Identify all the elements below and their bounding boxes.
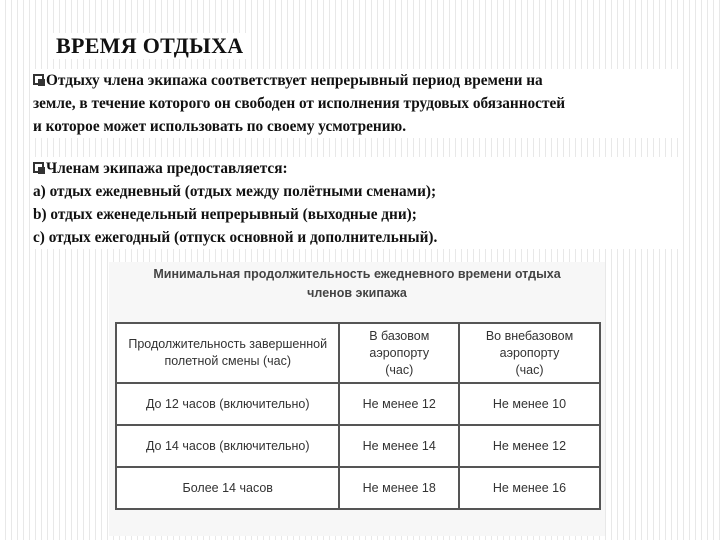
table-cell: Не менее 10 bbox=[459, 383, 600, 425]
table-cell: Не менее 12 bbox=[339, 383, 459, 425]
table-caption bbox=[109, 262, 605, 303]
paragraph-text: Членам экипажа предоставляется: bbox=[46, 160, 288, 177]
paragraph-rest-definition bbox=[33, 69, 683, 138]
table-cell: Не менее 16 bbox=[459, 467, 600, 509]
table-row bbox=[116, 383, 600, 425]
header-line: Продолжительность завершенной bbox=[128, 337, 328, 351]
table-caption-line: Минимальная продолжительность ежедневного времени отдыха bbox=[153, 267, 561, 281]
paragraph-rest-types bbox=[33, 157, 683, 249]
list-item: b) отдых еженедельный непрерывный (выходные дни); bbox=[33, 206, 417, 223]
header-line: Во внебазовом bbox=[485, 328, 574, 343]
paragraph-text: Отдыху члена экипажа соответствует непрерывный период времени на bbox=[46, 72, 543, 89]
rest-table-figure bbox=[109, 262, 605, 536]
page-title: ВРЕМЯ ОТДЫХА bbox=[53, 33, 246, 59]
table-cell: Не менее 18 bbox=[339, 467, 459, 509]
table-row bbox=[116, 425, 600, 467]
paragraph-line bbox=[33, 157, 683, 180]
header-line: аэропорту bbox=[369, 345, 430, 360]
table-cell: Более 14 часов bbox=[116, 467, 339, 509]
header-line: (час) bbox=[385, 362, 414, 377]
table-cell: Не менее 12 bbox=[459, 425, 600, 467]
header-line: аэропорту bbox=[499, 345, 560, 360]
rest-table bbox=[115, 322, 601, 510]
table-row bbox=[116, 467, 600, 509]
header-line: полетной смены (час) bbox=[164, 354, 291, 368]
paragraph-line: земле, в течение которого он свободен от исполнения трудовых обязанностей bbox=[33, 95, 566, 112]
paragraph-line bbox=[33, 69, 683, 92]
header-line: В базовом bbox=[369, 328, 430, 343]
paragraph-line: и которое может использовать по своему усмотрению. bbox=[33, 118, 407, 135]
table-header-row bbox=[116, 323, 600, 383]
header-line: (час) bbox=[515, 362, 544, 377]
column-header-non-base-airport bbox=[459, 323, 600, 383]
list-item: a) отдых ежедневный (отдых между полётными сменами); bbox=[33, 183, 437, 200]
square-bullet-icon bbox=[33, 162, 44, 173]
table-cell: До 14 часов (включительно) bbox=[116, 425, 339, 467]
column-header-shift-duration bbox=[116, 323, 339, 383]
list-item: c) отдых ежегодный (отпуск основной и дополнительный). bbox=[33, 229, 438, 246]
table-cell: До 12 часов (включительно) bbox=[116, 383, 339, 425]
square-bullet-icon bbox=[33, 74, 44, 85]
table-cell: Не менее 14 bbox=[339, 425, 459, 467]
column-header-base-airport bbox=[339, 323, 459, 383]
table-caption-line: членов экипажа bbox=[307, 286, 407, 300]
